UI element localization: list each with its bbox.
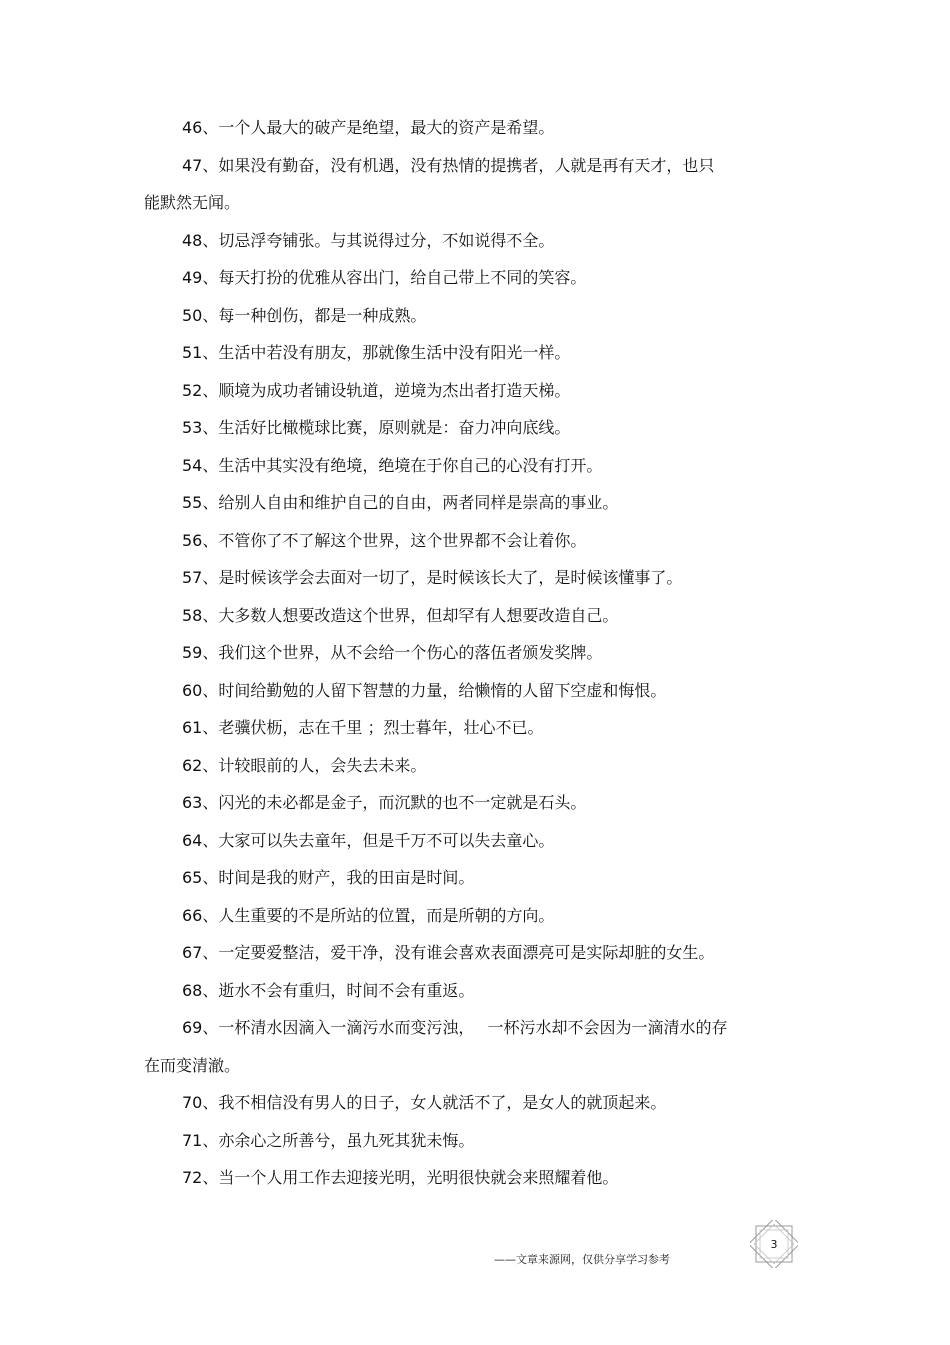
quote-line: 56、不管你了不了解这个世界，这个世界都不会让着你。 xyxy=(182,530,587,550)
quote-paragraph xyxy=(0,1168,804,1188)
quote-paragraph xyxy=(0,1093,804,1113)
page-number-badge xyxy=(750,1220,798,1268)
quote-paragraph xyxy=(0,943,804,963)
quote-line: 63、闪光的未必都是金子，而沉默的也不一定就是石头。 xyxy=(182,793,587,812)
quote-line: 65、时间是我的财产，我的田亩是时间。 xyxy=(182,868,475,887)
quote-paragraph xyxy=(0,606,804,626)
quote-line: 52、顺境为成功者铺设轨道，逆境为杰出者打造天梯。 xyxy=(182,380,571,400)
quote-paragraph xyxy=(0,831,804,851)
quote-paragraph xyxy=(0,456,804,476)
quote-line: 70、我不相信没有男人的日子，女人就活不了，是女人的就顶起来。 xyxy=(182,1093,667,1112)
quote-paragraph xyxy=(0,793,804,813)
quote-line: 47、如果没有勤奋，没有机遇，没有热情的提携者，人就是再有天才，也只 xyxy=(182,155,715,175)
quote-paragraph xyxy=(0,343,804,363)
quote-paragraph xyxy=(0,118,804,138)
document-body xyxy=(0,118,950,1206)
quote-line: 66、人生重要的不是所站的位置，而是所朝的方向。 xyxy=(182,905,555,925)
quote-line: 60、时间给勤勉的人留下智慧的力量，给懒惰的人留下空虚和悔恨。 xyxy=(182,680,667,700)
footer-source-note: ——文章来源网，仅供分享学习参考 xyxy=(494,1253,670,1266)
quote-line: 46、一个人最大的破产是绝望，最大的资产是希望。 xyxy=(182,118,555,137)
quote-paragraph xyxy=(0,268,804,288)
quote-line: 53、生活好比橄榄球比赛，原则就是：奋力冲向底线。 xyxy=(182,418,571,437)
quote-paragraph xyxy=(0,681,804,701)
quote-paragraph xyxy=(0,156,804,214)
page-number: 3 xyxy=(770,1237,778,1251)
quote-paragraph xyxy=(0,493,804,513)
quote-line: 57、是时候该学会去面对一切了，是时候该长大了，是时候该懂事了。 xyxy=(182,568,683,587)
quote-line: 61、老骥伏枥，志在千里 ；烈士暮年，壮心不已。 xyxy=(182,718,544,737)
quote-continuation-line: 能默然无闻。 xyxy=(144,193,241,212)
quote-line: 58、大多数人想要改造这个世界，但却罕有人想要改造自己。 xyxy=(182,605,619,625)
quote-line: 68、逝水不会有重归，时间不会有重返。 xyxy=(182,980,475,1000)
quote-line: 48、切忌浮夸铺张。与其说得过分，不如说得不全。 xyxy=(182,230,555,250)
quote-paragraph xyxy=(0,531,804,551)
quote-paragraph xyxy=(0,643,804,663)
quote-paragraph xyxy=(0,1018,804,1076)
quote-line: 51、生活中若没有朋友，那就像生活中没有阳光一样。 xyxy=(182,343,571,362)
quote-line: 67、一定要爱整洁，爱干净，没有谁会喜欢表面漂亮可是实际却脏的女生。 xyxy=(182,943,715,962)
quote-line: 54、生活中其实没有绝境，绝境在于你自己的心没有打开。 xyxy=(182,455,603,475)
quote-paragraph xyxy=(0,981,804,1001)
quote-paragraph xyxy=(0,306,804,326)
quote-paragraph xyxy=(0,418,804,438)
quote-line: 62、计较眼前的人，会失去未来。 xyxy=(182,755,427,775)
quote-paragraph xyxy=(0,868,804,888)
quote-line: 59、我们这个世界，从不会给一个伤心的落伍者颁发奖牌。 xyxy=(182,643,603,662)
quote-paragraph xyxy=(0,568,804,588)
quote-paragraph xyxy=(0,718,804,738)
quote-paragraph xyxy=(0,381,804,401)
quote-paragraph xyxy=(0,1131,804,1151)
quote-line: 50、每一种创伤，都是一种成熟。 xyxy=(182,305,427,325)
quote-line: 69、一杯清水因滴入一滴污水而变污浊， 一杯污水却不会因为一滴清水的存 xyxy=(182,1018,728,1037)
quote-paragraph xyxy=(0,756,804,776)
quote-line: 64、大家可以失去童年，但是千万不可以失去童心。 xyxy=(182,830,555,850)
quote-line: 55、给别人自由和维护自己的自由，两者同样是崇高的事业。 xyxy=(182,493,619,512)
quote-paragraph xyxy=(0,906,804,926)
quote-line: 71、亦余心之所善兮，虽九死其犹未悔。 xyxy=(182,1130,475,1150)
quote-line: 72、当一个人用工作去迎接光明，光明很快就会来照耀着他。 xyxy=(182,1168,619,1187)
quote-paragraph xyxy=(0,231,804,251)
quote-line: 49、每天打扮的优雅从容出门，给自己带上不同的笑容。 xyxy=(182,268,587,287)
quote-continuation-line: 在而变清澈。 xyxy=(144,1055,241,1075)
